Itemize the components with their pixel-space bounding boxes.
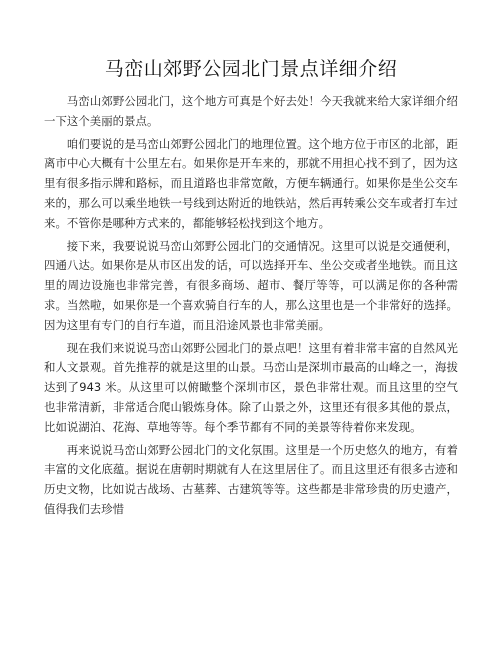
paragraph-intro: 马峦山郊野公园北门，这个地方可真是个好去处！今天我就来给大家详细介绍一下这个美丽的景点。 [44, 94, 458, 128]
paragraph-location: 咱们要说的是马峦山郊野公园北门的地理位置。这个地方位于市区的北部，距离市中心大概有十公里左右。如果你是开车来的，那就不用担心找不到了，因为这里有很多指示牌和路标，而且道路也非常宽敞，方便车辆通行。如果你是坐公交车来的，那么可以乘坐地铁一号线到达附近的地铁站，然后再转乘公交车或者打车过来。不管你是哪种方式来的，都能够轻松找到这个地方。 [44, 136, 458, 230]
paragraph-transport: 接下来，我要说说马峦山郊野公园北门的交通情况。这里可以说是交通便利，四通八达。如果你是从市区出发的话，可以选择开车、坐公交或者坐地铁。而且这里的周边设施也非常完善，有很多商场、超市、餐厅等等，可以满足你的各种需求。当然啦，如果你是一个喜欢骑自行车的人，那么这里也是一个非常好的选择。因为这里有专门的自行车道，而且沿途风景也非常美丽。 [44, 238, 458, 332]
paragraph-attractions: 现在我们来说说马峦山郊野公园北门的景点吧！这里有着非常丰富的自然风光和人文景观。首先推荐的就是这里的山景。马峦山是深圳市最高的山峰之一，海拔达到了943 米。从这里可以俯瞰整个深圳市区，景色非常壮观。而且这里的空气也非常清新，非常适合爬山锻炼身体。除了山景之外，这里还有很多其他的景点，比如说湖泊、花海、草地等等。每个季节都有不同的美景等待着你来发现。 [44, 340, 458, 434]
paragraph-culture: 再来说说马峦山郊野公园北门的文化氛围。这里是一个历史悠久的地方，有着丰富的文化底蕴。据说在唐朝时期就有人在这里居住了。而且这里还有很多古迹和历史文物，比如说古战场、古墓葬、古建筑等等。这些都是非常珍贵的历史遗产，值得我们去珍惜 [44, 442, 458, 516]
document-title: 马峦山郊野公园北门景点详细介绍 [104, 58, 398, 80]
